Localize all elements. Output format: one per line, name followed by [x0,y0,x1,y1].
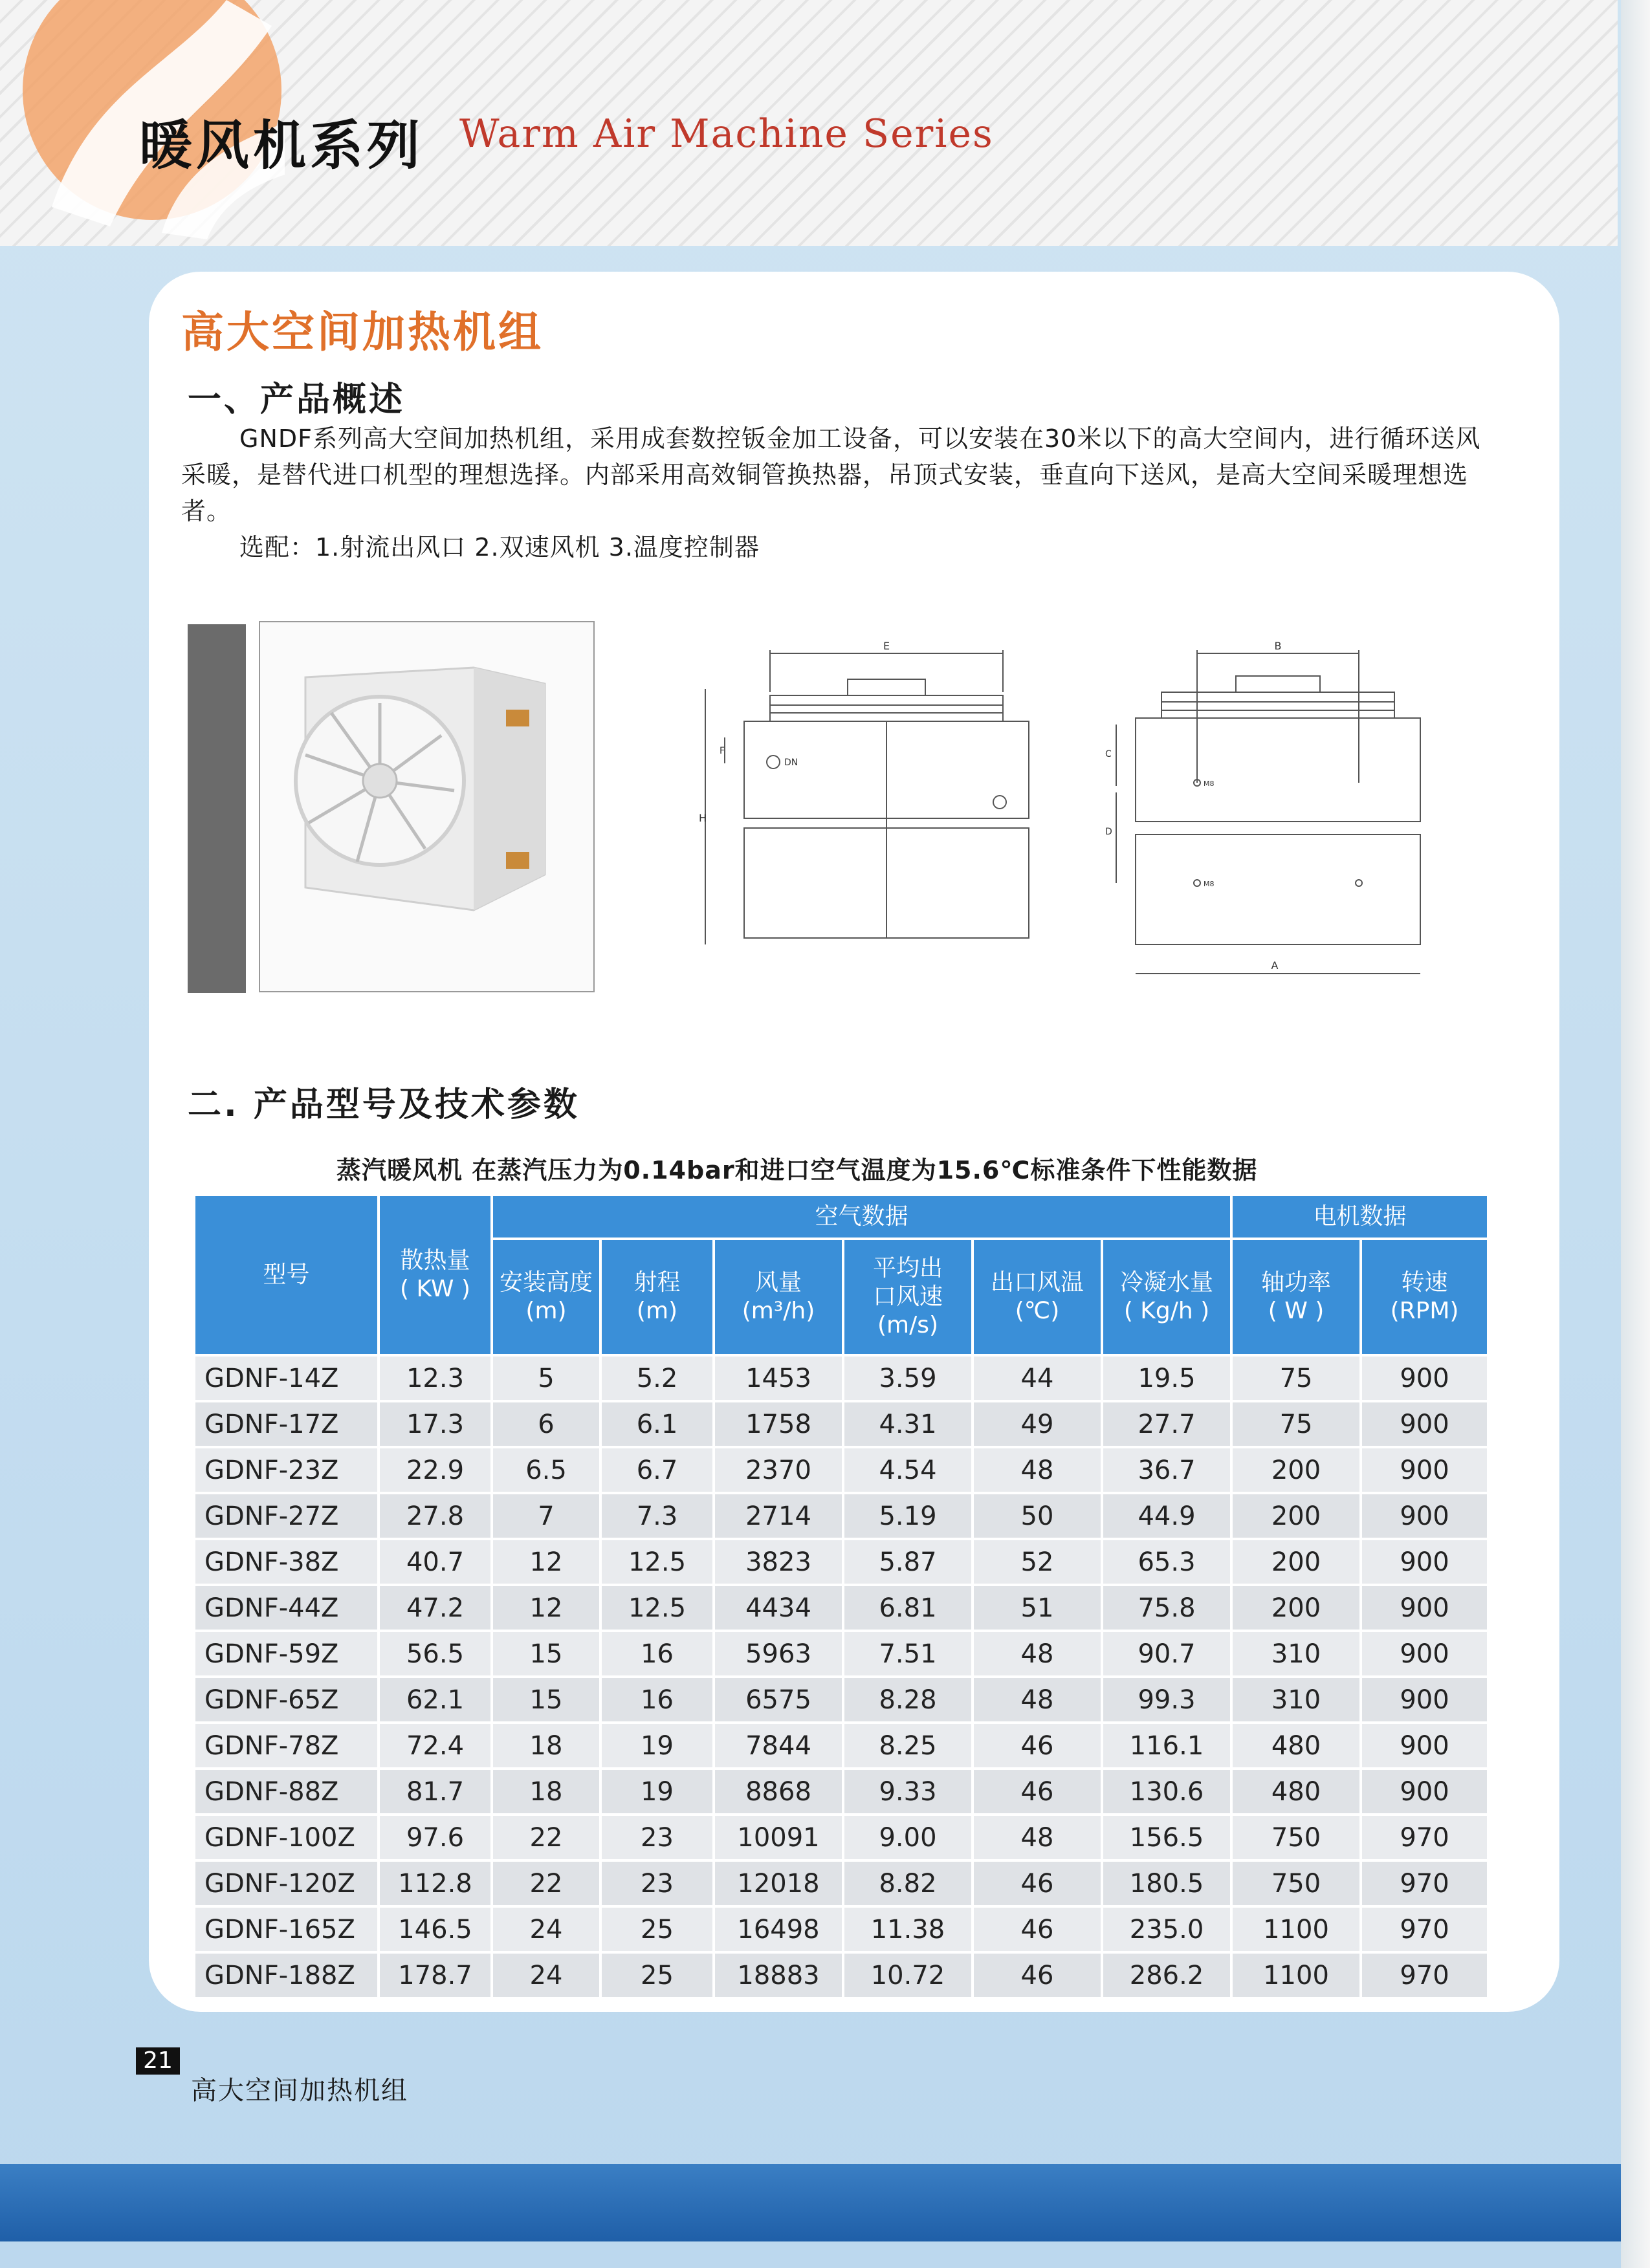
table-cell: 46 [973,1952,1102,1998]
header-throw-unit: (m) [636,1298,678,1324]
table-cell: 146.5 [379,1906,492,1952]
table-cell: 1758 [714,1401,843,1447]
table-row [194,1860,1488,1906]
table-cell: 5.87 [843,1539,973,1585]
header-shaft-power-label: 轴功率 [1261,1269,1332,1296]
table-cell: 130.6 [1102,1769,1231,1815]
table-cell: 900 [1361,1447,1488,1493]
table-cell: 46 [973,1769,1102,1815]
specs-heading: 二. 产品型号及技术参数 [188,1085,580,1124]
product-photo [259,621,595,992]
dim-label-c: C [1105,749,1112,759]
table-cell: 3823 [714,1539,843,1585]
table-cell: 15 [492,1631,600,1677]
table-cell: 72.4 [379,1723,492,1769]
table-cell: 23 [600,1860,714,1906]
header-title: 暖风机系列 [139,115,424,177]
table-cell: 19 [600,1769,714,1815]
table-cell: 3.59 [843,1355,973,1401]
header-heat [379,1195,492,1355]
table-cell: 200 [1231,1493,1361,1539]
header-airflow-label: 风量 [754,1269,802,1296]
section-title: 高大空间加热机组 [181,307,544,357]
options-text: 选配：1.射流出风口 2.双速风机 3.温度控制器 [239,533,760,562]
header-condensate [1102,1239,1231,1355]
overview-heading: 一、产品概述 [188,380,406,419]
header-velocity-unit: (m/s) [877,1312,939,1338]
table-cell: 1100 [1231,1906,1361,1952]
header-speed-label: 转速 [1401,1269,1448,1296]
model-cell: GDNF-78Z [194,1723,379,1769]
table-row [194,1447,1488,1493]
table-cell: 5.2 [600,1355,714,1401]
table-cell: 156.5 [1102,1815,1231,1860]
dim-label-e: E [883,640,890,652]
table-cell: 52 [973,1539,1102,1585]
table-row [194,1493,1488,1539]
header-model: 型号 [194,1195,379,1355]
table-cell: 5963 [714,1631,843,1677]
model-cell: GDNF-120Z [194,1860,379,1906]
table-cell: 16498 [714,1906,843,1952]
model-cell: GDNF-65Z [194,1677,379,1723]
header-heat-unit: ( KW ) [400,1276,470,1302]
model-cell: GDNF-38Z [194,1539,379,1585]
dim-label-m8-top: M8 [1204,780,1215,788]
table-cell: 47.2 [379,1585,492,1631]
table-cell: 18883 [714,1952,843,1998]
photo-side-bar [188,624,246,993]
overview-text: GNDF系列高大空间加热机组，采用成套数控钣金加工设备，可以安装在30米以下的高大空间内，进行循环送风采暖，是替代进口机型的理想选择。内部采用高效铜管换热器，吊顶式安装，垂直向下送风，是高大空间采暖理想选者。 [181,424,1481,525]
table-cell: 75 [1231,1355,1361,1401]
table-cell: 970 [1361,1815,1488,1860]
table-cell: 178.7 [379,1952,492,1998]
table-cell: 27.8 [379,1493,492,1539]
table-cell: 10.72 [843,1952,973,1998]
model-cell: GDNF-17Z [194,1401,379,1447]
table-cell: 200 [1231,1447,1361,1493]
table-cell: 310 [1231,1631,1361,1677]
table-cell: 81.7 [379,1769,492,1815]
table-cell: 48 [973,1815,1102,1860]
table-cell: 310 [1231,1677,1361,1723]
table-cell: 9.33 [843,1769,973,1815]
table-cell: 8868 [714,1769,843,1815]
table-cell: 75.8 [1102,1585,1231,1631]
table-cell: 12 [492,1585,600,1631]
table-cell: 12.5 [600,1539,714,1585]
bottom-band [0,2164,1621,2241]
table-cell: 1453 [714,1355,843,1401]
table-cell: 6 [492,1401,600,1447]
table-cell: 46 [973,1860,1102,1906]
header-outlet-temp-label: 出口风温 [990,1269,1084,1296]
model-cell: GDNF-188Z [194,1952,379,1998]
table-row [194,1677,1488,1723]
table-cell: 90.7 [1102,1631,1231,1677]
table-cell: 15 [492,1677,600,1723]
table-cell: 22.9 [379,1447,492,1493]
table-cell: 7.51 [843,1631,973,1677]
table-cell: 286.2 [1102,1952,1231,1998]
table-row [194,1952,1488,1998]
table-row [194,1539,1488,1585]
table-cell: 750 [1231,1815,1361,1860]
table-cell: 12018 [714,1860,843,1906]
table-cell: 2370 [714,1447,843,1493]
header-shaft-power [1231,1239,1361,1355]
table-cell: 900 [1361,1401,1488,1447]
table-cell: 17.3 [379,1401,492,1447]
table-cell: 200 [1231,1585,1361,1631]
table-cell: 7 [492,1493,600,1539]
table-cell: 12.3 [379,1355,492,1401]
table-cell: 18 [492,1769,600,1815]
table-cell: 900 [1361,1539,1488,1585]
model-cell: GDNF-23Z [194,1447,379,1493]
table-cell: 480 [1231,1723,1361,1769]
model-cell: GDNF-44Z [194,1585,379,1631]
table-row [194,1401,1488,1447]
spec-table-body [194,1355,1488,1998]
table-cell: 48 [973,1631,1102,1677]
header-install-height [492,1239,600,1355]
table-cell: 24 [492,1952,600,1998]
table-cell: 48 [973,1447,1102,1493]
table-cell: 75 [1231,1401,1361,1447]
header-air-group: 空气数据 [492,1195,1231,1239]
header-airflow [714,1239,843,1355]
side-view-drawing [1100,640,1436,983]
dim-label-dn: DN [784,758,798,768]
header-velocity-label-2: 口风速 [872,1283,943,1310]
table-cell: 23 [600,1815,714,1860]
header-install-height-unit: (m) [525,1298,567,1324]
table-cell: 65.3 [1102,1539,1231,1585]
table-cell: 4.54 [843,1447,973,1493]
dim-label-m8-bottom: M8 [1204,880,1215,888]
table-cell: 46 [973,1906,1102,1952]
header-motor-group: 电机数据 [1231,1195,1488,1239]
table-cell: 900 [1361,1493,1488,1539]
model-cell: GDNF-27Z [194,1493,379,1539]
model-cell: GDNF-88Z [194,1769,379,1815]
table-cell: 6575 [714,1677,843,1723]
table-cell: 5.19 [843,1493,973,1539]
table-cell: 12.5 [600,1585,714,1631]
header-velocity [843,1239,973,1355]
table-cell: 22 [492,1815,600,1860]
table-cell: 7.3 [600,1493,714,1539]
table-cell: 48 [973,1677,1102,1723]
table-cell: 900 [1361,1631,1488,1677]
table-row [194,1355,1488,1401]
header-install-height-label: 安装高度 [499,1269,593,1296]
header-heat-label: 散热量 [400,1247,470,1274]
header-subtitle: Warm Air Machine Series [459,111,994,157]
table-cell: 27.7 [1102,1401,1231,1447]
table-cell: 235.0 [1102,1906,1231,1952]
table-cell: 19 [600,1723,714,1769]
table-cell: 900 [1361,1585,1488,1631]
table-cell: 116.1 [1102,1723,1231,1769]
header-outlet-temp [973,1239,1102,1355]
table-cell: 6.1 [600,1401,714,1447]
model-cell: GDNF-165Z [194,1906,379,1952]
table-cell: 46 [973,1723,1102,1769]
dim-label-f: F [720,746,725,756]
table-row [194,1906,1488,1952]
table-cell: 44.9 [1102,1493,1231,1539]
model-cell: GDNF-100Z [194,1815,379,1860]
table-cell: 900 [1361,1769,1488,1815]
table-cell: 8.28 [843,1677,973,1723]
header-velocity-label-1: 平均出 [872,1255,943,1281]
table-cell: 112.8 [379,1860,492,1906]
table-cell: 9.00 [843,1815,973,1860]
table-row [194,1723,1488,1769]
header-condensate-label: 冷凝水量 [1120,1269,1214,1296]
table-cell: 51 [973,1585,1102,1631]
header-throw-label: 射程 [633,1269,681,1296]
dim-label-b: B [1274,640,1282,652]
header-outlet-temp-unit: (℃) [1015,1298,1060,1324]
table-cell: 22 [492,1860,600,1906]
footer-title: 高大空间加热机组 [191,2076,408,2106]
table-cell: 16 [600,1677,714,1723]
table-cell: 36.7 [1102,1447,1231,1493]
table-cell: 1100 [1231,1952,1361,1998]
header-condensate-unit: ( Kg/h ) [1123,1298,1210,1324]
table-cell: 8.82 [843,1860,973,1906]
table-cell: 2714 [714,1493,843,1539]
table-cell: 750 [1231,1860,1361,1906]
table-caption: 蒸汽暖风机 在蒸汽压力为0.14bar和进口空气温度为15.6℃标准条件下性能数据 [336,1156,1258,1184]
front-view-drawing [686,640,1048,964]
table-cell: 25 [600,1952,714,1998]
table-row [194,1585,1488,1631]
table-cell: 10091 [714,1815,843,1860]
table-cell: 50 [973,1493,1102,1539]
table-cell: 6.7 [600,1447,714,1493]
table-cell: 7844 [714,1723,843,1769]
table-cell: 200 [1231,1539,1361,1585]
table-cell: 99.3 [1102,1677,1231,1723]
table-cell: 900 [1361,1677,1488,1723]
table-cell: 970 [1361,1906,1488,1952]
table-cell: 6.81 [843,1585,973,1631]
table-cell: 24 [492,1906,600,1952]
table-cell: 62.1 [379,1677,492,1723]
dim-label-h: H [699,812,707,824]
table-cell: 19.5 [1102,1355,1231,1401]
table-cell: 49 [973,1401,1102,1447]
table-cell: 970 [1361,1860,1488,1906]
model-cell: GDNF-14Z [194,1355,379,1401]
table-row [194,1815,1488,1860]
table-cell: 18 [492,1723,600,1769]
table-cell: 11.38 [843,1906,973,1952]
spec-table [193,1194,1490,2000]
model-cell: GDNF-59Z [194,1631,379,1677]
table-cell: 4.31 [843,1401,973,1447]
table-cell: 56.5 [379,1631,492,1677]
table-cell: 12 [492,1539,600,1585]
table-cell: 16 [600,1631,714,1677]
table-cell: 8.25 [843,1723,973,1769]
table-cell: 6.5 [492,1447,600,1493]
header-speed [1361,1239,1488,1355]
dim-label-d: D [1105,827,1112,837]
table-cell: 900 [1361,1723,1488,1769]
table-cell: 180.5 [1102,1860,1231,1906]
page-number: 21 [136,2047,180,2075]
table-cell: 44 [973,1355,1102,1401]
header-shaft-power-unit: ( W ) [1268,1298,1325,1324]
header-speed-unit: (RPM) [1390,1298,1459,1324]
table-cell: 5 [492,1355,600,1401]
table-cell: 4434 [714,1585,843,1631]
table-row [194,1769,1488,1815]
heater-unit-icon [260,622,593,991]
header-throw [600,1239,714,1355]
table-cell: 900 [1361,1355,1488,1401]
table-row [194,1631,1488,1677]
header-airflow-unit: (m³/h) [742,1298,815,1324]
table-cell: 40.7 [379,1539,492,1585]
table-cell: 480 [1231,1769,1361,1815]
page-edge [1621,0,1650,2268]
dim-label-a: A [1271,959,1279,972]
table-cell: 970 [1361,1952,1488,1998]
table-cell: 25 [600,1906,714,1952]
table-cell: 97.6 [379,1815,492,1860]
